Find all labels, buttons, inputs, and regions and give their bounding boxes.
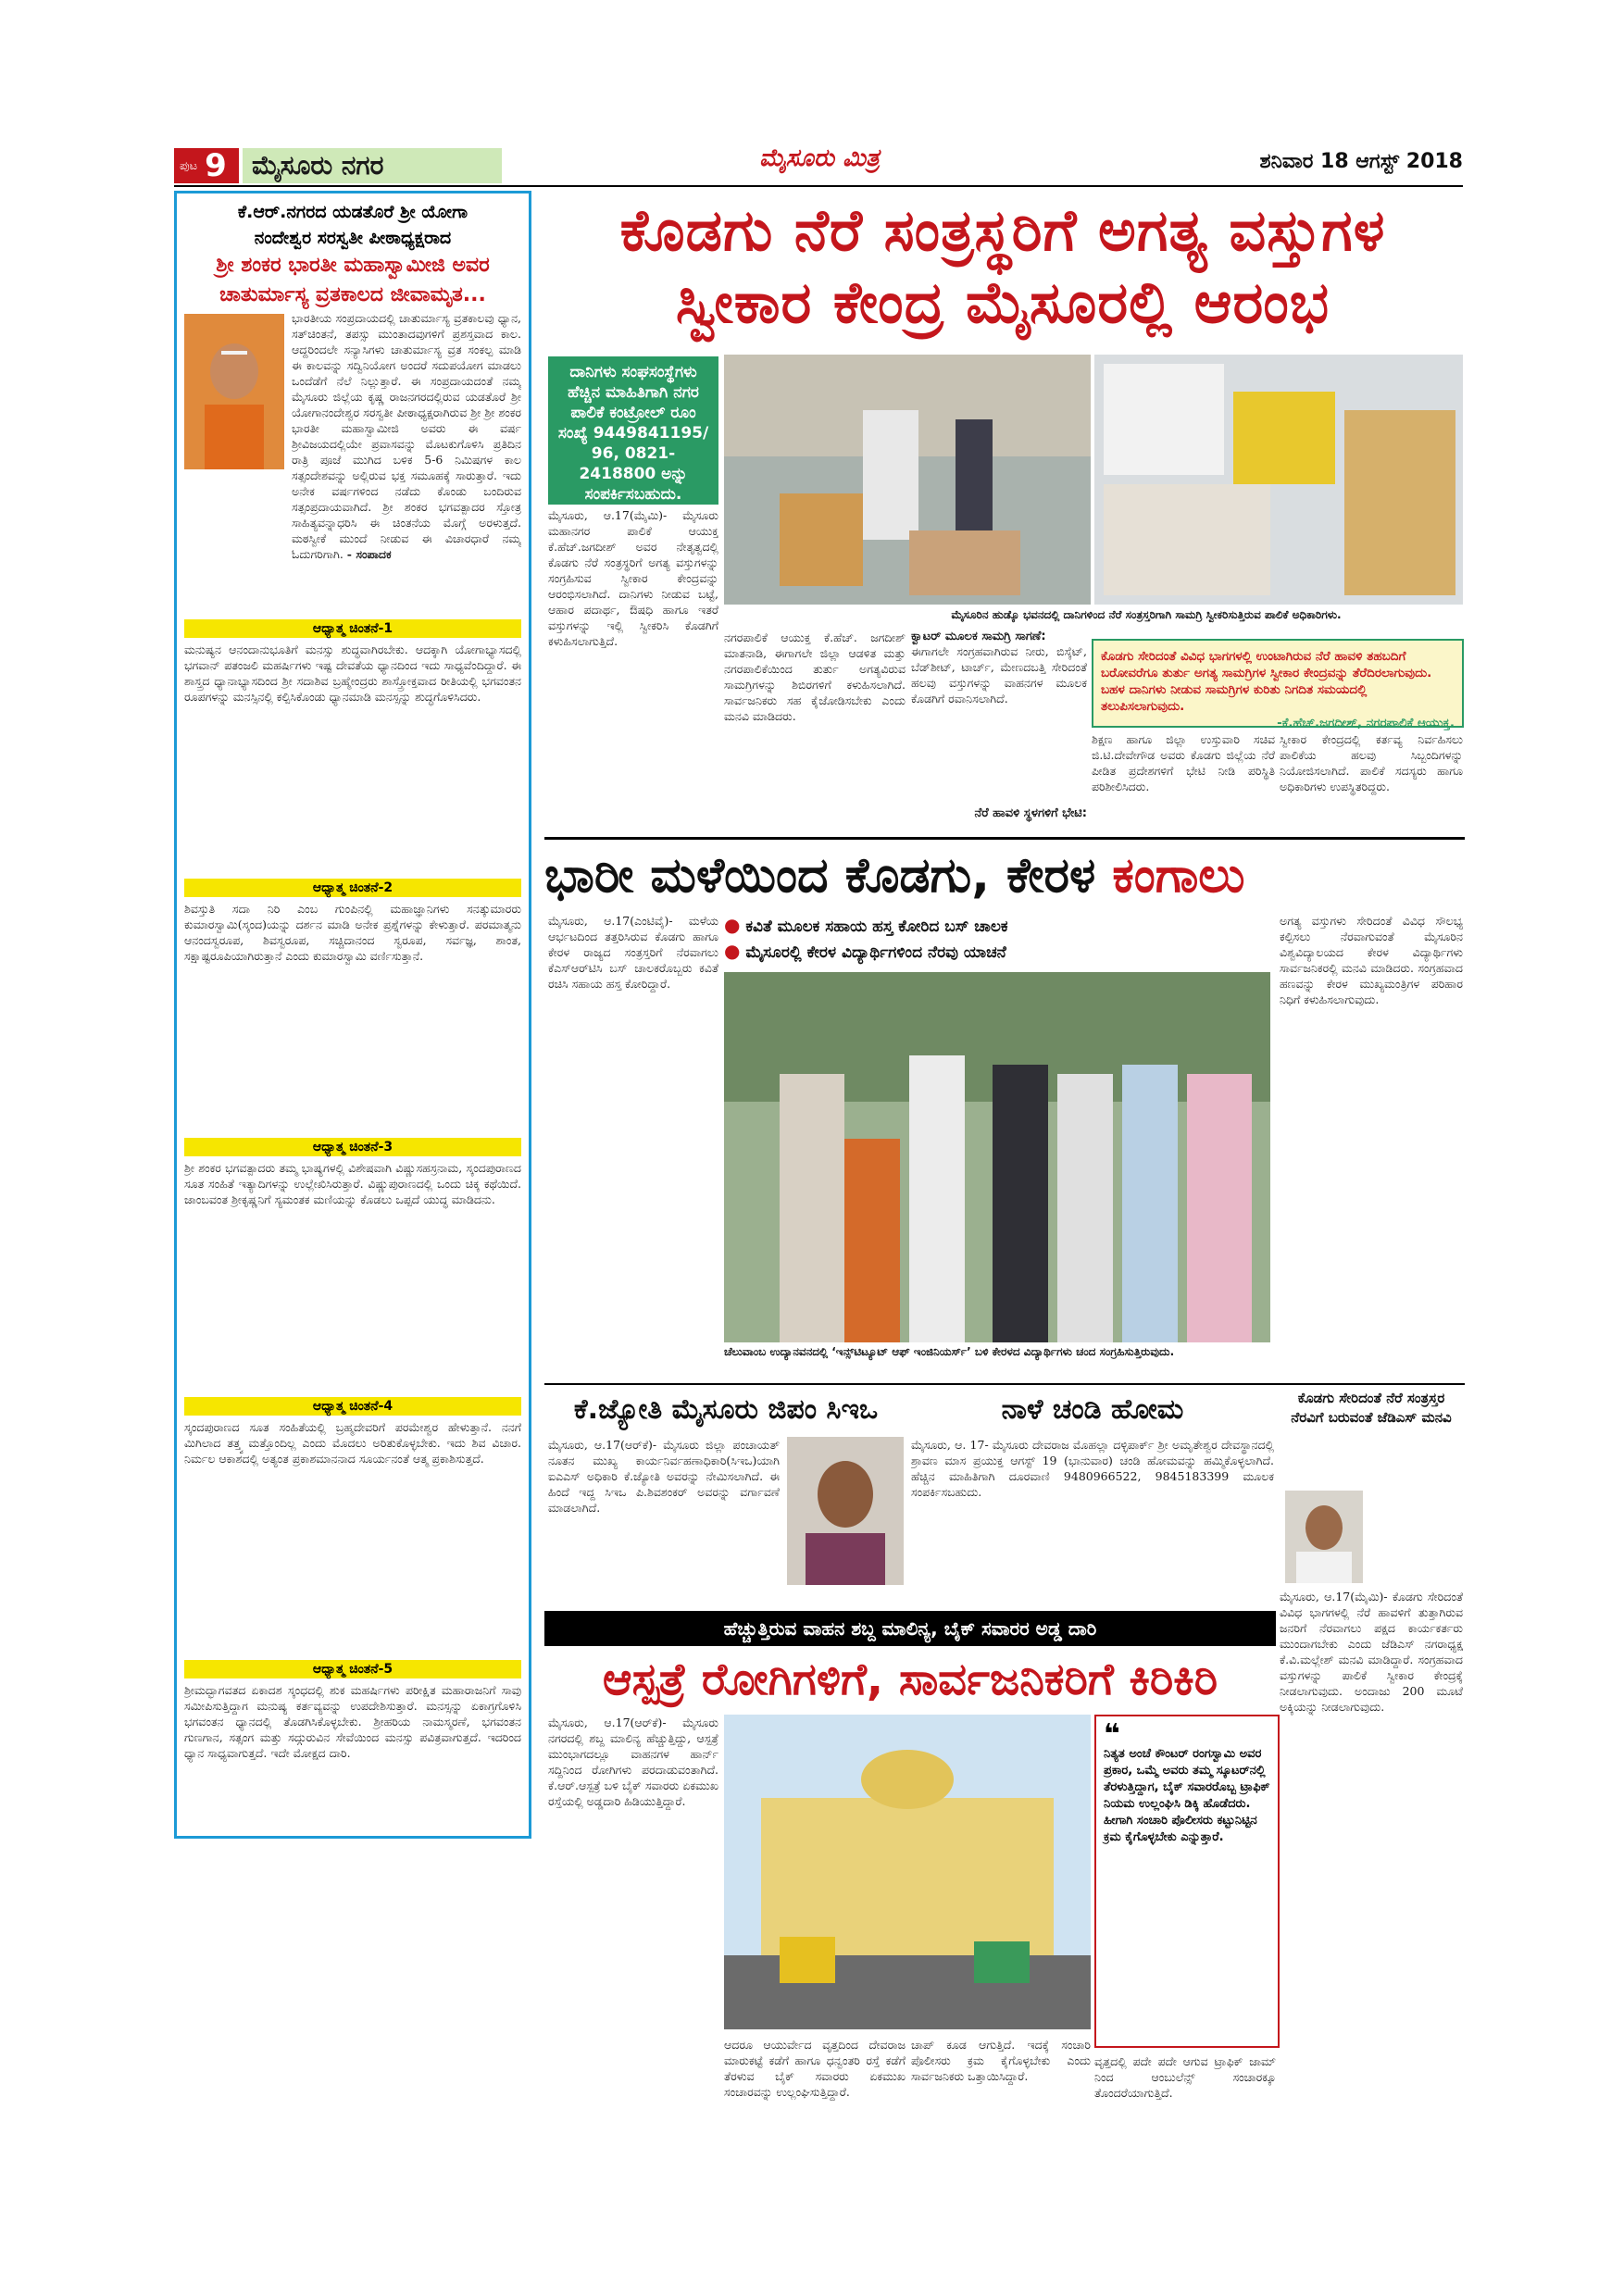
students-photo-icon [724,972,1270,1342]
hospital-photo [724,1715,1091,2029]
lead-col3-text: ಈಗಾಗಲೇ ಸಂಗ್ರಹವಾಗಿರುವ ನೀರು, ಬಿಸ್ಕೆಟ್, ಬೆಡ್‌ಶೀಟ್, ಟಾರ್ಚ್, ಮೇಣದಬತ್ತಿ ಸೇರಿದಂತೆ ಹಲವು ವಸ್ತುಗಳನ್ನು ವಾಹನಗಳ ಮೂಲಕ ಕೊಡಗಿಗೆ ರವಾನಿಸಲಾಗಿದೆ. [911,644,1087,705]
lead-col3-heading: ಕ್ವಾಟರ್ ಮೂಲಕ ಸಾಮಗ್ರಿ ಸಾಗಣೆ: [911,630,1046,643]
kjyothi-text: ಮೈಸೂರು, ಆ.17(ಆರ್‌ಕೆ)- ಮೈಸೂರು ಜಿಲ್ಲಾ ಪಂಚಾಯತ್ ನೂತನ ಮುಖ್ಯ ಕಾರ್ಯನಿರ್ವಹಣಾಧಿಕಾರಿ(ಸಿಇಒ)ಯಾಗಿ ಐಎಎಸ್ ಅಧಿಕಾರಿ ಕೆ.ಜ್ಯೋತಿ ಅವರನ್ನು ನೇಮಿಸಲಾಗಿದೆ. ಈ ಹಿಂದೆ ಇದ್ದ ಸಿಇಒ ಪಿ.ಶಿವಶಂಕರ್ ಅವರನ್ನು ವರ್ಗಾವಣೆ ಮಾಡಲಾಗಿದೆ. [548,1438,780,1515]
lead-col1: ಮೈಸೂರು, ಆ.17(ಮೈಮಿ)- ಮೈಸೂರು ಮಹಾನಗರ ಪಾಲಿಕೆ ಆಯುಕ್ತ ಕೆ.ಹೆಚ್.ಜಗದೀಶ್ ಅವರ ನೇತೃತ್ವದಲ್ಲಿ ಕೊಡಗು ನೆರೆ ಸಂತ್ರಸ್ಥರಿಗೆ ಅಗತ್ಯ ವಸ್ತುಗಳನ್ನು ಸಂಗ್ರಹಿಸುವ ಸ್ವೀಕಾರ ಕೇಂದ್ರವನ್ನು ಆರಂಭಿಸಲಾಗಿದೆ. ದಾನಿಗಳು ನೀಡುವ ಬಟ್ಟೆ, ಆಹಾರ ಪದಾರ್ಥ, ಔಷಧಿ ಹಾಗೂ ಇತರೆ ವಸ್ತುಗಳನ್ನು ಇಲ್ಲಿ ಸ್ವೀಕರಿಸಿ ಕೊಡಗಿಗೆ ಕಳುಹಿಸಲಾಗುತ್ತಿದೆ. [548,508,718,648]
rain-headline-black: ಭಾರೀ ಮಳೆಯಿಂದ ಕೊಡಗು, ಕೇರಳ [544,848,1096,904]
bullet-icon: ● [724,914,741,936]
issue-date: ಶನಿವಾರ 18 ಆಗಸ್ಟ್ 2018 [1259,150,1463,173]
left-intro-text [292,310,521,616]
rain-bullet-1 [724,913,1270,939]
side-photo [1285,1491,1363,1583]
left-column-heading [177,193,529,310]
donor-info-box: ದಾನಿಗಳು ಸಂಘಸಂಸ್ಥೆಗಳು ಹೆಚ್ಚಿನ ಮಾಹಿತಿಗಾಗಿ ನಗರ ಪಾಲಿಕೆ ಕಂಟ್ರೋಲ್ ರೂಂ ಸಂಖ್ಯೆ 9449841195/ 96, 0821-2418800 ಅನ್ನು ಸಂಪರ್ಕಿಸಬಹುದು. [548,356,718,505]
person-portrait-icon [1285,1491,1363,1583]
left-intro-credit: - ಸಂಪಾದಕ [346,547,392,561]
swamiji-photo [184,314,284,469]
traffic-col4: ವೃತ್ತದಲ್ಲಿ ಪದೇ ಪದೇ ಆಗುವ ಟ್ರಾಫಿಕ್ ಜಾಮ್ ನಿಂದ ಆಂಬುಲೆನ್ಸ್ ಸಂಚಾರಕ್ಕೂ ತೊಂದರೆಯಾಗುತ್ತಿದೆ. [1094,2054,1276,2100]
kjyothi-headline: ಕೆ.ಜ್ಯೋತಿ ಮೈಸೂರು ಜಿಪಂ ಸಿಇಒ [573,1393,879,1426]
rain-bullet-2-text: ಮೈಸೂರಲ್ಲಿ ಕೇರಳ ವಿದ್ಯಾರ್ಥಿಗಳಿಂದ ನೆರವು ಯಾಚನೆ [745,943,1006,962]
homa-text: ಮೈಸೂರು, ಆ. 17- ಮೈಸೂರು ದೇವರಾಜ ಮೊಹಲ್ಲಾ ದಳ್ಳಿಪಾರ್ಕ್ ಶ್ರೀ ಅಮೃತೇಶ್ವರ ದೇವಸ್ಥಾನದಲ್ಲಿ ಶ್ರಾವಣ ಮಾಸ ಪ್ರಯುಕ್ತ ಆಗಸ್ಟ್ 19 (ಭಾನುವಾರ) ಚಂಡಿ ಹೋಮವನ್ನು ಹಮ್ಮಿಕೊಳ್ಳಲಾಗಿದೆ. ಹೆಚ್ಚಿನ ಮಾಹಿತಿಗಾಗಿ ದೂರವಾಣಿ 9480966522, 9845183399 ಮೂಲಕ ಸಂಪರ್ಕಿಸಬಹುದು. [911,1438,1274,1499]
masthead: ಮೈಸೂರು ಮಿತ್ರ [759,144,880,172]
traffic-col1: ಮೈಸೂರು, ಆ.17(ಆರ್‌ಕೆ)- ಮೈಸೂರು ನಗರದಲ್ಲಿ ಶಬ್ದ ಮಾಲಿನ್ಯ ಹೆಚ್ಚುತ್ತಿದ್ದು, ಆಸ್ಪತ್ರೆ ಮುಂಭಾಗದಲ್ಲೂ ವಾಹನಗಳ ಹಾರ್ನ್ ಸದ್ದಿನಿಂದ ರೋಗಿಗಳು ಪರದಾಡುವಂತಾಗಿದೆ. ಕೆ.ಆರ್.ಆಸ್ಪತ್ರೆ ಬಳಿ ಬೈಕ್ ಸವಾರರು ಏಕಮುಖ ರಸ್ತೆಯಲ್ಲಿ ಅಡ್ಡದಾರಿ ಹಿಡಿಯುತ್ತಿದ್ದಾರೆ. [548,1716,718,1808]
chapter-2-text: ಶಿವಸ್ತುತಿ ಸದಾ ನಿರಿ ಎಂಬ ಗುಂಪಿನಲ್ಲಿ ಮಹಾಜ್ಞಾನಿಗಳು ಸನತ್ಕುಮಾರರು ಕುಮಾರಸ್ವಾಮಿ(ಸ್ಕಂದ)ಯನ್ನು ದರ್ಶನ ಮಾಡಿ ಅನೇಕ ಪ್ರಶ್ನೆಗಳನ್ನು ಕೇಳುತ್ತಾರೆ. ಪರಮಾತ್ಮನು ಆನಂದಸ್ವರೂಪ, ಶಿವಸ್ವರೂಪ, ಸಚ್ಚಿದಾನಂದ ಸ್ವರೂಪ, ಸರ್ವಜ್ಞ, ಶಾಂತ, ಸಕ್ಷಾಷ್ಟರೂಪಿಯಾಗಿರುತ್ತಾನೆ ಎಂದು ಕುಮಾರಸ್ವಾಮಿ ವರ್ಣಿಸುತ್ತಾನೆ. [184,902,521,963]
chapter-3-title: ಆಧ್ಯಾತ್ಮ ಚಿಂತನೆ-3 [184,1138,521,1156]
left-head-line3: ಶ್ರೀ ಶಂಕರ ಭಾರತೀ ಮಹಾಸ್ವಾಮೀಜಿ ಅವರ [216,254,490,277]
commissioner-quote-credit: -ಕೆ.ಹೆಚ್.ಜಗದೀಶ್, ನಗರಪಾಲಿಕೆ ಆಯುಕ್ತ. [1277,716,1455,730]
page-number: 9 [205,147,227,184]
lead-col4: ಶಿಕ್ಷಣ ಹಾಗೂ ಜಿಲ್ಲಾ ಉಸ್ತುವಾರಿ ಸಚಿವ ಜಿ.ಟಿ.ದೇವೇಗೌಡ ಅವರು ಕೊಡಗು ಜಿಲ್ಲೆಯ ನೆರೆ ಪೀಡಿತ ಪ್ರದೇಶಗಳಿಗೆ ಭೇಟಿ ನೀಡಿ ಪರಿಸ್ಥಿತಿ ಪರಿಶೀಲಿಸಿದರು. [1092,732,1275,793]
rain-bottom-rule [544,1383,1465,1385]
rain-photo-students [724,972,1270,1342]
traffic-banner: ಹೆಚ್ಚುತ್ತಿರುವ ವಾಹನ ಶಬ್ದ ಮಾಲಿನ್ಯ, ಬೈಕ್ ಸವಾರರ ಅಡ್ಡ ದಾರಿ [544,1611,1276,1646]
chapter-5-text: ಶ್ರೀಮದ್ಭಾಗವತದ ಏಕಾದಶ ಸ್ಕಂಧದಲ್ಲಿ ಶುಕ ಮಹರ್ಷಿಗಳು ಪರೀಕ್ಷಿತ ಮಹಾರಾಜನಿಗೆ ಸಾವು ಸಮೀಪಿಸುತ್ತಿದ್ದಾಗ ಮನುಷ್ಯ ಕರ್ತವ್ಯವನ್ನು ಉಪದೇಶಿಸುತ್ತಾರೆ. ಮನಸ್ಸನ್ನು ಏಕಾಗ್ರಗೊಳಿಸಿ ಭಗವಂತನ ಧ್ಯಾನದಲ್ಲಿ ತೊಡಗಿಸಿಕೊಳ್ಳಬೇಕು. ಶ್ರೀಹರಿಯ ನಾಮಸ್ಮರಣೆ, ಭಗವಂತನ ಗುಣಗಾನ, ಸತ್ಸಂಗ ಮತ್ತು ಸದ್ಗುರುವಿನ ಸೇವೆಯಿಂದ ಮನಸ್ಸು ಪವಿತ್ರವಾಗುತ್ತದೆ. ಇದರಿಂದ ಧ್ಯಾನ ಸಾಧ್ಯವಾಗುತ್ತದೆ. ಇದೇ ಮೋಕ್ಷದ ದಾರಿ. [184,1683,521,1760]
kjyothi-photo [787,1437,904,1585]
lead-photo-volunteers [724,355,1091,605]
chapter-4-title: ಆಧ್ಯಾತ್ಮ ಚಿಂತನೆ-4 [184,1397,521,1416]
rain-headline-red: ಕಂಗಾಲು [1112,848,1245,904]
lead-col2: ನಗರಪಾಲಿಕೆ ಆಯುಕ್ತ ಕೆ.ಹೆಚ್. ಜಗದೀಶ್ ಮಾತನಾಡಿ, ಈಗಾಗಲೇ ಜಿಲ್ಲಾ ಆಡಳಿತ ಮತ್ತು ನಗರಪಾಲಿಕೆಯಿಂದ ತುರ್ತು ಅಗತ್ಯವಿರುವ ಸಾಮಗ್ರಿಗಳನ್ನು ಶಿಬಿರಗಳಿಗೆ ಕಳುಹಿಸಲಾಗಿದೆ. ಸಾರ್ವಜನಿಕರು ಸಹ ಕೈಜೋಡಿಸಬೇಕು ಎಂದು ಮನವಿ ಮಾಡಿದರು. [724,630,906,723]
left-intro-body: ಭಾರತೀಯ ಸಂಪ್ರದಾಯದಲ್ಲಿ ಚಾತುರ್ಮಾಸ್ಯ ವ್ರತಕಾಲವು ಧ್ಯಾನ, ಸತ್‌ಚಿಂತನೆ, ತಪಸ್ಸು ಮುಂತಾದವುಗಳಿಗೆ ಪ್ರಶಸ್ತವಾದ ಕಾಲ. ಆದ್ದರಿಂದಲೇ ಸನ್ಯಾಸಿಗಳು ಚಾತುರ್ಮಾಸ್ಯ ವ್ರತ ಸಂಕಲ್ಪ ಮಾಡಿ ಈ ಕಾಲವನ್ನು ಸದ್ವಿನಿಯೋಗ ಅಂದರೆ ಸದುಪಯೋಗ ಮಾಡಲು ಒಂದೆಡೆಗೆ ನೆಲೆ ನಿಲ್ಲುತ್ತಾರೆ. ಈ ಸಂಪ್ರದಾಯದಂತೆ ನಮ್ಮ ಮೈಸೂರು ಜಿಲ್ಲೆಯ ಕೃಷ್ಣ ರಾಜನಗರದಲ್ಲಿರುವ ಯಡತೊರೆ ಶ್ರೀ ಯೋಗಾನಂದೇಶ್ವರ ಸರಸ್ವತೀ ಪೀಠಾಧ್ಯಕ್ಷರಾಗಿರುವ ಶ್ರೀ ಶ್ರೀ ಶಂಕರ ಭಾರತೀ ಮಹಾಸ್ವಾಮೀಜಿ ಅವರು ಈ ವರ್ಷ ಶ್ರೀವಿಜಯದಲ್ಲಿಯೇ ಪ್ರವಾಸವನ್ನು ಮೊಟಕುಗೊಳಿಸಿ ಪ್ರತಿದಿನ ರಾತ್ರಿ ಪೂಜೆ ಮುಗಿದ ಬಳಿಕ 5-6 ನಿಮಿಷಗಳ ಕಾಲ ಸತ್ಸಂದೇಶವನ್ನು ಅಲ್ಲಿರುವ ಭಕ್ತ ಸಮೂಹಕ್ಕೆ ಸಾರುತ್ತಾರೆ. ಇದು ಅನೇಕ ವರ್ಷಗಳಿಂದ ನಡೆದು ಕೊಂಡು ಬಂದಿರುವ ಸತ್ಸಂಪ್ರದಾಯವಾಗಿದೆ. ಶ್ರೀ ಶಂಕರ ಭಗವತ್ಪಾದರ ಸ್ತೋತ್ರ ಸಾಹಿತ್ಯವನ್ನಾಧರಿಸಿ ಈ ಚಿಂತನೆಯ ಮೊಗ್ಗೆ ಅರಳುತ್ತದೆ. ಮಠಸ್ವೀಕೆ ಮುಂದೆ ನೀಡುವ ಈ ವಿಚಾರಧಾರೆ ನಮ್ಮ ಓದುಗರಿಗಾಗಿ. [292,311,521,561]
chapter-5-title: ಆಧ್ಯಾತ್ಮ ಚಿಂತನೆ-5 [184,1660,521,1678]
left-head-line4: ಚಾತುರ್ಮಾಸ್ಯ ವ್ರತಕಾಲದ ಜೀವಾಮೃತ... [219,283,486,306]
traffic-col2: ಆದರೂ ಆಯುರ್ವೇದ ವೃತ್ತದಿಂದ ದೇವರಾಜ ಮಾರುಕಟ್ಟೆ ಕಡೆಗೆ ಹಾಗೂ ಧನ್ವಂತರಿ ರಸ್ತೆ ಕಡೆಗೆ ತೆರಳುವ ಬೈಕ್ ಸವಾರರು ಏಕಮುಖ ಸಂಚಾರವನ್ನು ಉಲ್ಲಂಘಿಸುತ್ತಿದ್ದಾರೆ. [724,2038,906,2099]
side-text: ಮೈಸೂರು, ಆ.17(ಮೈಮಿ)- ಕೊಡಗು ಸೇರಿದಂತೆ ವಿವಿಧ ಭಾಗಗಳಲ್ಲಿ ನೆರೆ ಹಾವಳಿಗೆ ತುತ್ತಾಗಿರುವ ಜನರಿಗೆ ನೆರವಾಗಲು ಪಕ್ಷದ ಕಾರ್ಯಕರ್ತರು ಮುಂದಾಗಬೇಕು ಎಂದು ಜೆಡಿಎಸ್ ನಗರಾಧ್ಯಕ್ಷ ಕೆ.ವಿ.ಮಲ್ಲೇಶ್ ಮನವಿ ಮಾಡಿದ್ದಾರೆ. ಸಂಗ್ರಹವಾದ ವಸ್ತುಗಳನ್ನು ಪಾಲಿಕೆ ಸ್ವೀಕಾರ ಕೇಂದ್ರಕ್ಕೆ ನೀಡಲಾಗುವುದು. ಅಂದಾಜು 200 ಮೂಟೆ ಅಕ್ಕಿಯನ್ನು ನೀಡಲಾಗುವುದು. [1280,1590,1463,1714]
lead-col3-end: ನೆರೆ ಹಾವಳಿ ಸ್ಥಳಗಳಿಗೆ ಭೇಟಿ: [974,806,1087,820]
lead-headline [544,194,1461,343]
lead-photo-caption: ಮೈಸೂರಿನ ಹುಡ್ಕೊ ಭವನದಲ್ಲಿ ದಾನಿಗಳಿಂದ ನೆರೆ ಸಂತ್ರಸ್ತರಿಗಾಗಿ ಸಾಮಗ್ರಿ ಸ್ವೀಕರಿಸುತ್ತಿರುವ ಪಾಲಿಕೆ ಅಧಿಕಾರಿಗಳು. [951,608,1342,621]
person-portrait-icon [787,1437,904,1585]
lead-col5: ಸ್ವೀಕಾರ ಕೇಂದ್ರದಲ್ಲಿ ಕರ್ತವ್ಯ ನಿರ್ವಹಿಸಲು ಪಾಲಿಕೆಯ ಹಲವು ಸಿಬ್ಬಂದಿಗಳನ್ನು ನಿಯೋಜಿಸಲಾಗಿದೆ. ಪಾಲಿಕೆ ಸದಸ್ಯರು ಹಾಗೂ ಅಧಿಕಾರಿಗಳು ಉಪಸ್ಥಿತರಿದ್ದರು. [1280,732,1463,793]
traffic-quote: ನಿತ್ಯತ ಅಂಚೆ ಕೌಂಟರ್ ರಂಗಸ್ವಾಮಿ ಅವರ ಪ್ರಕಾರ, ಒಮ್ಮೆ ಅವರು ತಮ್ಮ ಸ್ಕೂಟರ್‌ನಲ್ಲಿ ತೆರಳುತ್ತಿದ್ದಾಗ, ಬೈಕ್ ಸವಾರರೊಬ್ಬ ಟ್ರಾಫಿಕ್ ನಿಯಮ ಉಲ್ಲಂಘಿಸಿ ಡಿಕ್ಕಿ ಹೊಡೆದರು. ಹೀಗಾಗಿ ಸಂಚಾರಿ ಪೊಲೀಸರು ಕಟ್ಟುನಿಟ್ಟಿನ ಕ್ರಮ ಕೈಗೊಳ್ಳಬೇಕು ಎನ್ನುತ್ತಾರೆ. [1104,1747,1270,1844]
chapter-3-text: ಶ್ರೀ ಶಂಕರ ಭಗವತ್ಪಾದರು ತಮ್ಮ ಭಾಷ್ಯಗಳಲ್ಲಿ ವಿಶೇಷವಾಗಿ ವಿಷ್ಣುಸಹಸ್ರನಾಮ, ಸ್ಕಂದಪುರಾಣದ ಸೂತ ಸಂಹಿತೆ ಇತ್ಯಾದಿಗಳನ್ನು ಉಲ್ಲೇಖಿಸಿರುತ್ತಾರೆ. ವಿಷ್ಣುಪುರಾಣದಲ್ಲಿ ಒಂದು ಚಿಕ್ಕ ಕಥೆಯಿದೆ. ಜಾಂಬವಂತ ಶ್ರೀಕೃಷ್ಣನಿಗೆ ಸ್ಯಮಂತಕ ಮಣಿಯನ್ನು ಕೊಡಲು ಒಪ್ಪದೆ ಯುದ್ಧ ಮಾಡಿದನು. [184,1161,521,1206]
traffic-quote-box [1094,1715,1280,2048]
traffic-col1b [548,2016,718,2220]
page-label: ಪುಟ [180,158,198,173]
lead-photo-supplies [1094,355,1463,605]
left-column-spiritual [174,191,531,1839]
left-head-line2: ನಂದೇಶ್ವರ ಸರಸ್ವತೀ ಪೀಠಾಧ್ಯಕ್ಷರಾದ [254,228,452,248]
left-head-line1: ಕೆ.ಆರ್.ನಗರದ ಯಡತೊರೆ ಶ್ರೀ ಯೋಗಾ [237,202,468,222]
commissioner-quote-box [1092,639,1464,728]
rain-right-col: ಅಗತ್ಯ ವಸ್ತುಗಳು ಸೇರಿದಂತೆ ವಿವಿಧ ಸೌಲಭ್ಯ ಕಲ್ಪಿಸಲು ನೆರವಾಗುವಂತೆ ಮೈಸೂರಿನ ವಿಶ್ವವಿದ್ಯಾಲಯದ ಕೇರಳ ವಿದ್ಯಾರ್ಥಿಗಳು ಸಾರ್ವಜನಿಕರಲ್ಲಿ ಮನವಿ ಮಾಡಿದರು. ಸಂಗ್ರಹವಾದ ಹಣವನ್ನು ಕೇರಳ ಮುಖ್ಯಮಂತ್ರಿಗಳ ಪರಿಹಾರ ನಿಧಿಗೆ ಕಳುಹಿಸಲಾಗುವುದು. [1280,914,1463,1006]
bullet-icon: ● [724,940,741,962]
traffic-col3: ಚಾಪ್ ಕೂಡ ಆಗುತ್ತಿದೆ. ಇದಕ್ಕೆ ಸಂಚಾರಿ ಪೊಲೀಸರು ಕ್ರಮ ಕೈಗೊಳ್ಳಬೇಕು ಎಂದು ಸಾರ್ವಜನಿಕರು ಒತ್ತಾಯಿಸಿದ್ದಾರೆ. [911,2038,1091,2083]
chapter-1-title: ಆಧ್ಯಾತ್ಮ ಚಿಂತನೆ-1 [184,619,521,638]
rain-bullets [724,913,1270,967]
lead-headline-line1: ಕೊಡಗು ನೆರೆ ಸಂತ್ರಸ್ಥರಿಗೆ ಅಗತ್ಯ ವಸ್ತುಗಳ [619,196,1386,264]
homa-headline: ನಾಳೆ ಚಂಡಿ ಹೋಮ [1001,1393,1184,1426]
header-rule [174,185,1463,187]
page-number-box [174,148,239,183]
swamiji-portrait-icon [184,314,284,469]
quote-mark-icon: ❝ [1104,1718,1120,1751]
section-name: ಮೈಸೂರು ನಗರ [243,148,502,183]
rain-bullet-2 [724,939,1270,965]
rain-col1: ಮೈಸೂರು, ಆ.17(ಎಂಟಿವೈ)- ಮಳೆಯ ಆರ್ಭಟದಿಂದ ತತ್ತರಿಸಿರುವ ಕೊಡಗು ಹಾಗೂ ಕೇರಳ ರಾಜ್ಯದ ಸಂತ್ರಸ್ತರಿಗೆ ನೆರವಾಗಲು ಕೆಎಸ್‌ಆರ್‌ಟಿಸಿ ಬಸ್ ಚಾಲಕರೊಬ್ಬರು ಕವಿತೆ ರಚಿಸಿ ಸಹಾಯ ಹಸ್ತ ಕೋರಿದ್ದಾರೆ. [548,914,718,991]
side-headline: ಕೊಡಗು ಸೇರಿದಂತೆ ನೆರೆ ಸಂತ್ರಸ್ತರ ನೆರವಿಗೆ ಬರುವಂತೆ ಜೆಡಿಎಸ್ ಮನವಿ [1291,1390,1452,1426]
hospital-building-icon [724,1715,1091,2029]
chapter-1-text: ಮನುಷ್ಯನ ಆನಂದಾನುಭೂತಿಗೆ ಮನಸ್ಸು ಶುದ್ಧವಾಗಿರಬೇಕು. ಆದಕ್ಕಾಗಿ ಯೋಗಾಭ್ಯಾಸದಲ್ಲಿ ಭಗವಾನ್ ಪತಂಜಲಿ ಮಹರ್ಷಿಗಳು ಇಷ್ಟ ದೇವತೆಯ ಧ್ಯಾನದಿಂದ ಇದು ಸಾಧ್ಯವೆಂದಿದ್ದಾರೆ. ಈ ಶಾಸ್ತ್ರದ ಧ್ಯಾನಾಭ್ಯಾಸದಿಂದ ಶ್ರೀ ಸದಾಶಿವ ಬ್ರಹ್ಮೇಂದ್ರರು ಶಾಸ್ತ್ರೋಕ್ತವಾದ ರೀತಿಯಲ್ಲಿ ಭಗವಂತನ ರೂಪಗಳನ್ನು ಮನಸ್ಸಿನಲ್ಲಿ ಕಲ್ಪಿಸಿಕೊಂಡು ಧ್ಯಾನಮಾಡಿ ಮನಸ್ಸನ್ನು ಶುದ್ಧಗೊಳಿಸಿದರು. [184,643,521,704]
lead-bottom-rule [544,837,1465,840]
commissioner-quote: ಕೊಡಗು ಸೇರಿದಂತೆ ವಿವಿಧ ಭಾಗಗಳಲ್ಲಿ ಉಂಟಾಗಿರುವ ನೆರೆ ಹಾವಳಿ ತಹಬದಿಗೆ ಬರೋವರೆಗೂ ತುರ್ತು ಅಗತ್ಯ ಸಾಮಗ್ರಿಗಳ ಸ್ವೀಕಾರ ಕೇಂದ್ರವನ್ನು ತೆರೆದಿರಲಾಗುವುದು. ಬಹಳ ದಾನಿಗಳು ನೀಡುವ ಸಾಮಗ್ರಿಗಳ ಕುರಿತು ನಿಗದಿತ ಸಮಯದಲ್ಲಿ ತಲುಪಿಸಲಾಗುವುದು. [1101,649,1432,714]
volunteers-photo-icon [724,355,1091,605]
lead-col3 [911,630,1087,831]
rain-bullet-1-text: ಕವಿತೆ ಮೂಲಕ ಸಹಾಯ ಹಸ್ತ ಕೋರಿದ ಬಸ್ ಚಾಲಕ [745,917,1008,936]
lead-headline-line2: ಸ್ವೀಕಾರ ಕೇಂದ್ರ ಮೈಸೂರಲ್ಲಿ ಆರಂಭ [675,268,1330,336]
chapter-4-text: ಸ್ಕಂದಪುರಾಣದ ಸೂತ ಸಂಹಿತೆಯಲ್ಲಿ ಬ್ರಹ್ಮದೇವರಿಗೆ ಪರಮೇಶ್ವರ ಹೇಳುತ್ತಾನೆ. ನನಗೆ ಮಿಗಿಲಾದ ತತ್ತ್ವ ಮತ್ತೊಂದಿಲ್ಲ ಎಂದು ಮೊದಲು ಅರಿತುಕೊಳ್ಳಬೇಕು. ಇದು ಶಿವ ವಿಚಾರ. ನಿರ್ಮಲ ಆಕಾಶದಲ್ಲಿ ಅತ್ಯಂತ ಪ್ರಕಾಶಮಾನನಾದ ಸೂರ್ಯನಂತೆ ಆತ್ಮ ಪ್ರಕಾಶಿಸುತ್ತದೆ. [184,1420,521,1466]
supplies-photo-icon [1094,355,1463,605]
rain-photo-caption: ಚೆಲುವಾಂಬ ಉದ್ಯಾನವನದಲ್ಲಿ ‘ಇನ್ಸ್‌ಟಿಟ್ಯೂಟ್ ಆಫ್ ಇಂಜಿನಿಯರ್ಸ್’ ಬಳಿ ಕೇರಳದ ವಿದ್ಯಾರ್ಥಿಗಳು ಚಂದ ಸಂಗ್ರಹಿಸುತ್ತಿರುವುದು. [724,1345,1175,1358]
rain-headline [544,844,1468,907]
chapter-2-title: ಆಧ್ಯಾತ್ಮ ಚಿಂತನೆ-2 [184,879,521,897]
hospital-headline: ಆಸ್ಪತ್ರೆ ರೋಗಿಗಳಿಗೆ, ಸಾರ್ವಜನಿಕರಿಗೆ ಕಿರಿಕಿರಿ [602,1653,1218,1705]
